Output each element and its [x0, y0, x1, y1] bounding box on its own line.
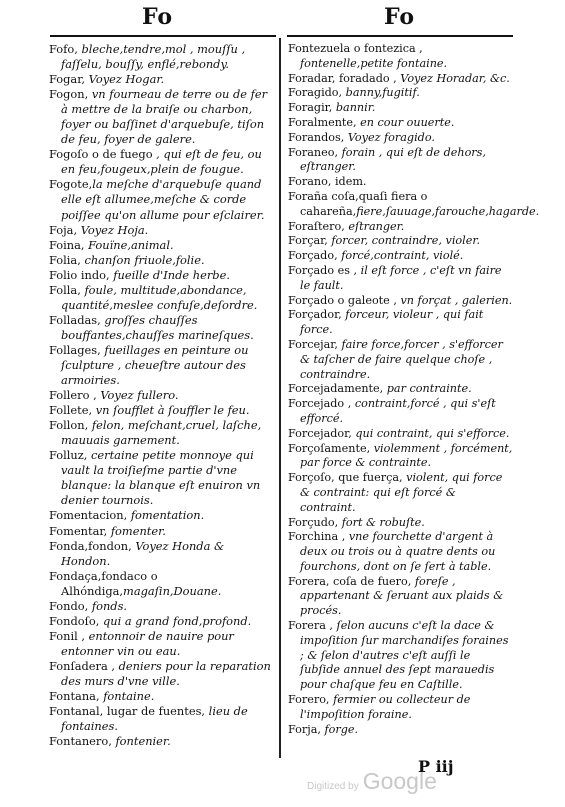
entry-definition: Voyez foragido.: [347, 130, 435, 144]
entry-definition: il eſt force , c'eſt vn faire le fault.: [300, 263, 502, 292]
entry-definition: fort & robuſte.: [341, 515, 425, 529]
entry-headword: Forcejar,: [288, 337, 342, 351]
entry-headword: Forcejado ,: [288, 397, 355, 411]
dictionary-entry: [288, 146, 513, 176]
entry-definition: forcer, contraindre, violer.: [331, 234, 480, 248]
entry-headword: Foralmente,: [288, 115, 361, 129]
dictionary-entry: [49, 524, 274, 539]
entry-headword: Forçoſo, que fuerça,: [288, 471, 407, 485]
entry-definition: vne fourchette d'argent à deux ou trois ou à quatre dents ou fourchons, dont on ſe ſert à table.: [300, 530, 496, 573]
entry-headword: Foragido,: [288, 86, 346, 100]
dictionary-entry: [49, 659, 274, 689]
digitization-watermark: [307, 768, 437, 795]
dictionary-entry: [288, 723, 513, 738]
entry-headword: Follages,: [49, 342, 101, 357]
entry-headword: Forano, idem.: [288, 175, 367, 189]
dictionary-entry: [288, 382, 513, 397]
entry-definition: fontenier.: [115, 734, 171, 749]
entry-definition: bleche,tendre,mol , mouſſu , faſſelu, bouſſy, enflé,rebondy.: [61, 42, 246, 72]
entry-headword: Fontanero,: [49, 734, 116, 749]
entry-headword: Forera, coſa de fuero,: [288, 574, 415, 588]
dictionary-entry: [49, 223, 274, 238]
entry-definition: vn ſoufflet à ſouffler le feu.: [95, 403, 250, 418]
entry-definition: fermier ou collecteur de l'impoſition foraine.: [300, 693, 471, 721]
entry-definition: Voyez Hogar.: [88, 72, 165, 87]
dictionary-entry: [49, 253, 274, 268]
left-column: [49, 42, 274, 749]
dictionary-entry: [49, 42, 274, 72]
dictionary-entry: [49, 734, 274, 749]
dictionary-entry: [49, 343, 274, 388]
entry-headword: Fontezuela o fontezica ,: [288, 42, 423, 55]
dictionary-entry: [288, 42, 513, 72]
entry-definition: la meſche d'arquebuſe quand elle eſt allumee,meſche & corde poiſſee qu'on allume pour eſclairer.: [61, 177, 265, 222]
entry-headword: Fogote,: [49, 177, 93, 192]
dictionary-entry: [49, 508, 274, 523]
dictionary-entry: [288, 234, 513, 249]
entry-headword: Foragir,: [288, 101, 336, 115]
right-running-head: Fo: [384, 4, 416, 30]
entry-definition: Voyez Honda & Hondon.: [61, 538, 225, 568]
dictionary-entry: [49, 87, 274, 147]
entry-headword: Fogon,: [49, 87, 89, 102]
entry-definition: deniers pour la reparation des murs d'vne ville.: [61, 658, 271, 688]
dictionary-entry: [288, 264, 513, 294]
entry-headword: Forcejador,: [288, 426, 356, 440]
entry-definition: felon, meſchant,cruel, laſche, mauuais garnement.: [61, 418, 262, 448]
dictionary-entry: [288, 86, 513, 101]
entry-headword: Forçado,: [288, 249, 342, 263]
entry-definition: forain , qui eſt de dehors, eſtranger.: [300, 145, 486, 174]
entry-definition: violemment , forcément, par force & contrainte.: [300, 441, 513, 470]
dictionary-entry: [288, 72, 513, 87]
entry-definition: bannir.: [335, 101, 376, 115]
dictionary-entry: [49, 283, 274, 313]
entry-headword: Foraſtero,: [288, 219, 349, 233]
dictionary-entry: [288, 131, 513, 146]
dictionary-entry: [288, 530, 513, 574]
entry-definition: certaine petite monnoye qui vault la troiſieſme partie d'vne blanque: la blanque eſt enuiron vn denier tournois.: [61, 448, 261, 508]
entry-headword: Fonil ,: [49, 628, 89, 643]
entry-definition: forcé,contraint, violé.: [341, 249, 464, 263]
entry-definition: fontaine.: [103, 689, 155, 704]
entry-headword: Fogoſo o de fuego: [49, 147, 153, 162]
dictionary-entry: [49, 569, 274, 599]
entry-definition: vn forçat , galerien.: [400, 293, 513, 307]
entry-definition: Fouïne,animal.: [88, 237, 174, 252]
entry-definition: lieu de fontaines.: [61, 704, 248, 734]
dictionary-entry: [288, 619, 513, 693]
dictionary-entry: [288, 249, 513, 264]
entry-headword: Folia,: [49, 252, 85, 267]
entry-definition: Voyez Hoja.: [80, 222, 149, 237]
entry-definition: fontenelle,petite fontaine.: [300, 56, 448, 70]
entry-definition: fomentation.: [130, 508, 205, 523]
entry-headword: Fomentar,: [49, 523, 111, 538]
dictionary-entry: [288, 220, 513, 235]
entry-headword: Foradar, foradado ,: [288, 71, 401, 85]
entry-definition: ſelon aucuns c'eſt la dace & impoſition ſur marchandiſes foraines ; & ſelon d'autres c'eſt auſſi le ſubſide annuel des ſept marauedis pour chaſque feu en Caſtille.: [300, 619, 509, 692]
dictionary-entry: [49, 599, 274, 614]
entry-headword: Folio indo,: [49, 267, 114, 282]
entry-definition: fueille d'Inde herbe.: [113, 267, 230, 282]
dictionary-entry: [288, 575, 513, 619]
entry-headword: Fontana,: [49, 689, 104, 704]
dictionary-entry: [288, 294, 513, 309]
entry-headword: Fomentacion,: [49, 508, 131, 523]
entry-definition: fomenter.: [110, 523, 166, 538]
entry-definition: qui contraint, qui s'efforce.: [355, 426, 510, 440]
entry-headword: Foraña coſa,quaſi fiera o cahareña,: [288, 189, 428, 218]
entry-headword: Fondo,: [49, 598, 92, 613]
signature-mark: P iij: [418, 757, 454, 776]
entry-headword: Forchina ,: [288, 530, 349, 544]
dictionary-entry: [49, 539, 274, 569]
dictionary-entry: [49, 448, 274, 508]
dictionary-entry: [288, 116, 513, 131]
entry-headword: Foina,: [49, 237, 89, 252]
entry-definition: magaſin,Douane.: [123, 583, 222, 598]
entry-headword: Forçador,: [288, 308, 346, 322]
entry-headword: Fofo,: [49, 42, 78, 56]
dictionary-entry: [49, 614, 274, 629]
dictionary-entry: [49, 418, 274, 448]
entry-definition: chanſon friuole,folie.: [84, 252, 205, 267]
entry-definition: en cour ouuerte.: [360, 115, 455, 129]
entry-headword: Forero,: [288, 693, 334, 707]
entry-definition: vn fourneau de terre ou de fer à mettre de la braiſe ou charbon, foyer ou baſſinet d'arquebuſe, tiſon de feu, foyer de galere.: [61, 87, 268, 147]
left-running-head: Fo: [142, 4, 174, 30]
entry-headword: Fondoſo,: [49, 613, 103, 628]
entry-headword: Fonda,fondon,: [49, 538, 136, 553]
entry-headword: Forcejadamente,: [288, 382, 387, 396]
entry-definition: contraint,forcé , qui s'eſt efforcé.: [300, 397, 496, 425]
google-logo: Google: [362, 768, 437, 794]
dictionary-entry: [49, 704, 274, 734]
dictionary-entry: [49, 147, 274, 177]
entry-definition: faire force,forcer , s'efforcer & taſcher de faire quelque choſe , contraindre.: [300, 337, 503, 381]
entry-headword: Forera ,: [288, 619, 337, 633]
entry-headword: Fogar,: [49, 72, 89, 87]
entry-definition: groſſes chauſſes bouffantes,chauſſes marineſques.: [61, 312, 254, 342]
dictionary-entry: [49, 629, 274, 659]
entry-headword: Forçar,: [288, 234, 332, 248]
entry-headword: Fonſadera ,: [49, 658, 119, 673]
entry-definition: forceur, violeur , qui fait force.: [300, 308, 484, 337]
dictionary-entry: [288, 101, 513, 116]
entry-definition: banny,fugitif.: [345, 86, 420, 100]
entry-headword: Foja,: [49, 222, 81, 237]
entry-definition: forge.: [324, 722, 359, 736]
dictionary-entry: [288, 693, 513, 723]
entry-definition: eſtranger.: [348, 219, 405, 233]
entry-headword: Forandos,: [288, 130, 348, 144]
dictionary-entry: [288, 189, 540, 220]
dictionary-entry: [49, 72, 274, 87]
dictionary-entry: [49, 403, 274, 418]
dictionary-entry: [49, 177, 274, 222]
entry-headword: Forçado es ,: [288, 263, 361, 277]
entry-definition: fueillages en peinture ou ſculpture , cheueſtre autour des armoiries.: [61, 342, 249, 388]
right-header-rule: [287, 35, 513, 37]
entry-definition: fiere,ſauuage,farouche,hagarde.: [356, 204, 540, 218]
dictionary-entry: [288, 427, 513, 442]
dictionary-entry: [49, 689, 274, 704]
watermark-prefix: Digitized by: [307, 781, 359, 792]
dictionary-entry: [288, 442, 513, 472]
entry-definition: qui a grand fond,profond.: [102, 613, 252, 628]
dictionary-entry: [288, 471, 513, 515]
entry-headword: Follero ,: [49, 388, 101, 403]
entry-definition: par contrainte.: [386, 382, 472, 396]
left-header-rule: [50, 35, 276, 37]
entry-headword: Follete,: [49, 403, 96, 418]
entry-definition: fonds.: [91, 598, 128, 613]
entry-definition: violent, qui force & contraint: qui eſt forcé & contraint.: [300, 471, 503, 514]
entry-headword: Follon,: [49, 418, 92, 433]
entry-definition: Voyez fullero.: [100, 388, 179, 403]
entry-headword: Forçado o galeote ,: [288, 293, 401, 307]
entry-definition: foule, multitude,abondance, quantité,meslee confuſe,deſordre.: [61, 282, 258, 312]
entry-headword: Forja,: [288, 722, 325, 736]
entry-definition: Voyez Horadar, &c.: [400, 71, 510, 85]
entry-headword: Folla,: [49, 282, 85, 297]
entry-headword: Forçoſamente,: [288, 441, 374, 455]
dictionary-entry: [49, 313, 274, 343]
entry-definition: foreſe , appartenant & ſeruant aux plaids & procés.: [300, 574, 504, 618]
dictionary-entry: [49, 268, 274, 283]
entry-headword: Fondaça,fondaco o Alhóndiga,: [49, 568, 158, 598]
dictionary-entry: [49, 388, 274, 403]
entry-definition: , qui eſt de feu, ou en feu,fougeux,plein de fougue.: [61, 147, 262, 177]
dictionary-entry: [288, 175, 513, 190]
entry-headword: Folluz,: [49, 448, 88, 463]
entry-definition: entonnoir de nauire pour entonner vin ou eau.: [61, 628, 234, 658]
dictionary-entry: [49, 238, 274, 253]
dictionary-entry: [288, 516, 513, 531]
right-column: [288, 42, 540, 737]
entry-headword: Folladas,: [49, 312, 105, 327]
entry-headword: Fontanal, lugar de fuentes,: [49, 704, 209, 719]
dictionary-entry: [288, 338, 513, 382]
dictionary-entry: [288, 397, 513, 427]
dictionary-entry: [288, 308, 513, 338]
entry-headword: Forçudo,: [288, 515, 342, 529]
entry-headword: Foraneo,: [288, 145, 342, 159]
column-divider: [279, 38, 281, 758]
